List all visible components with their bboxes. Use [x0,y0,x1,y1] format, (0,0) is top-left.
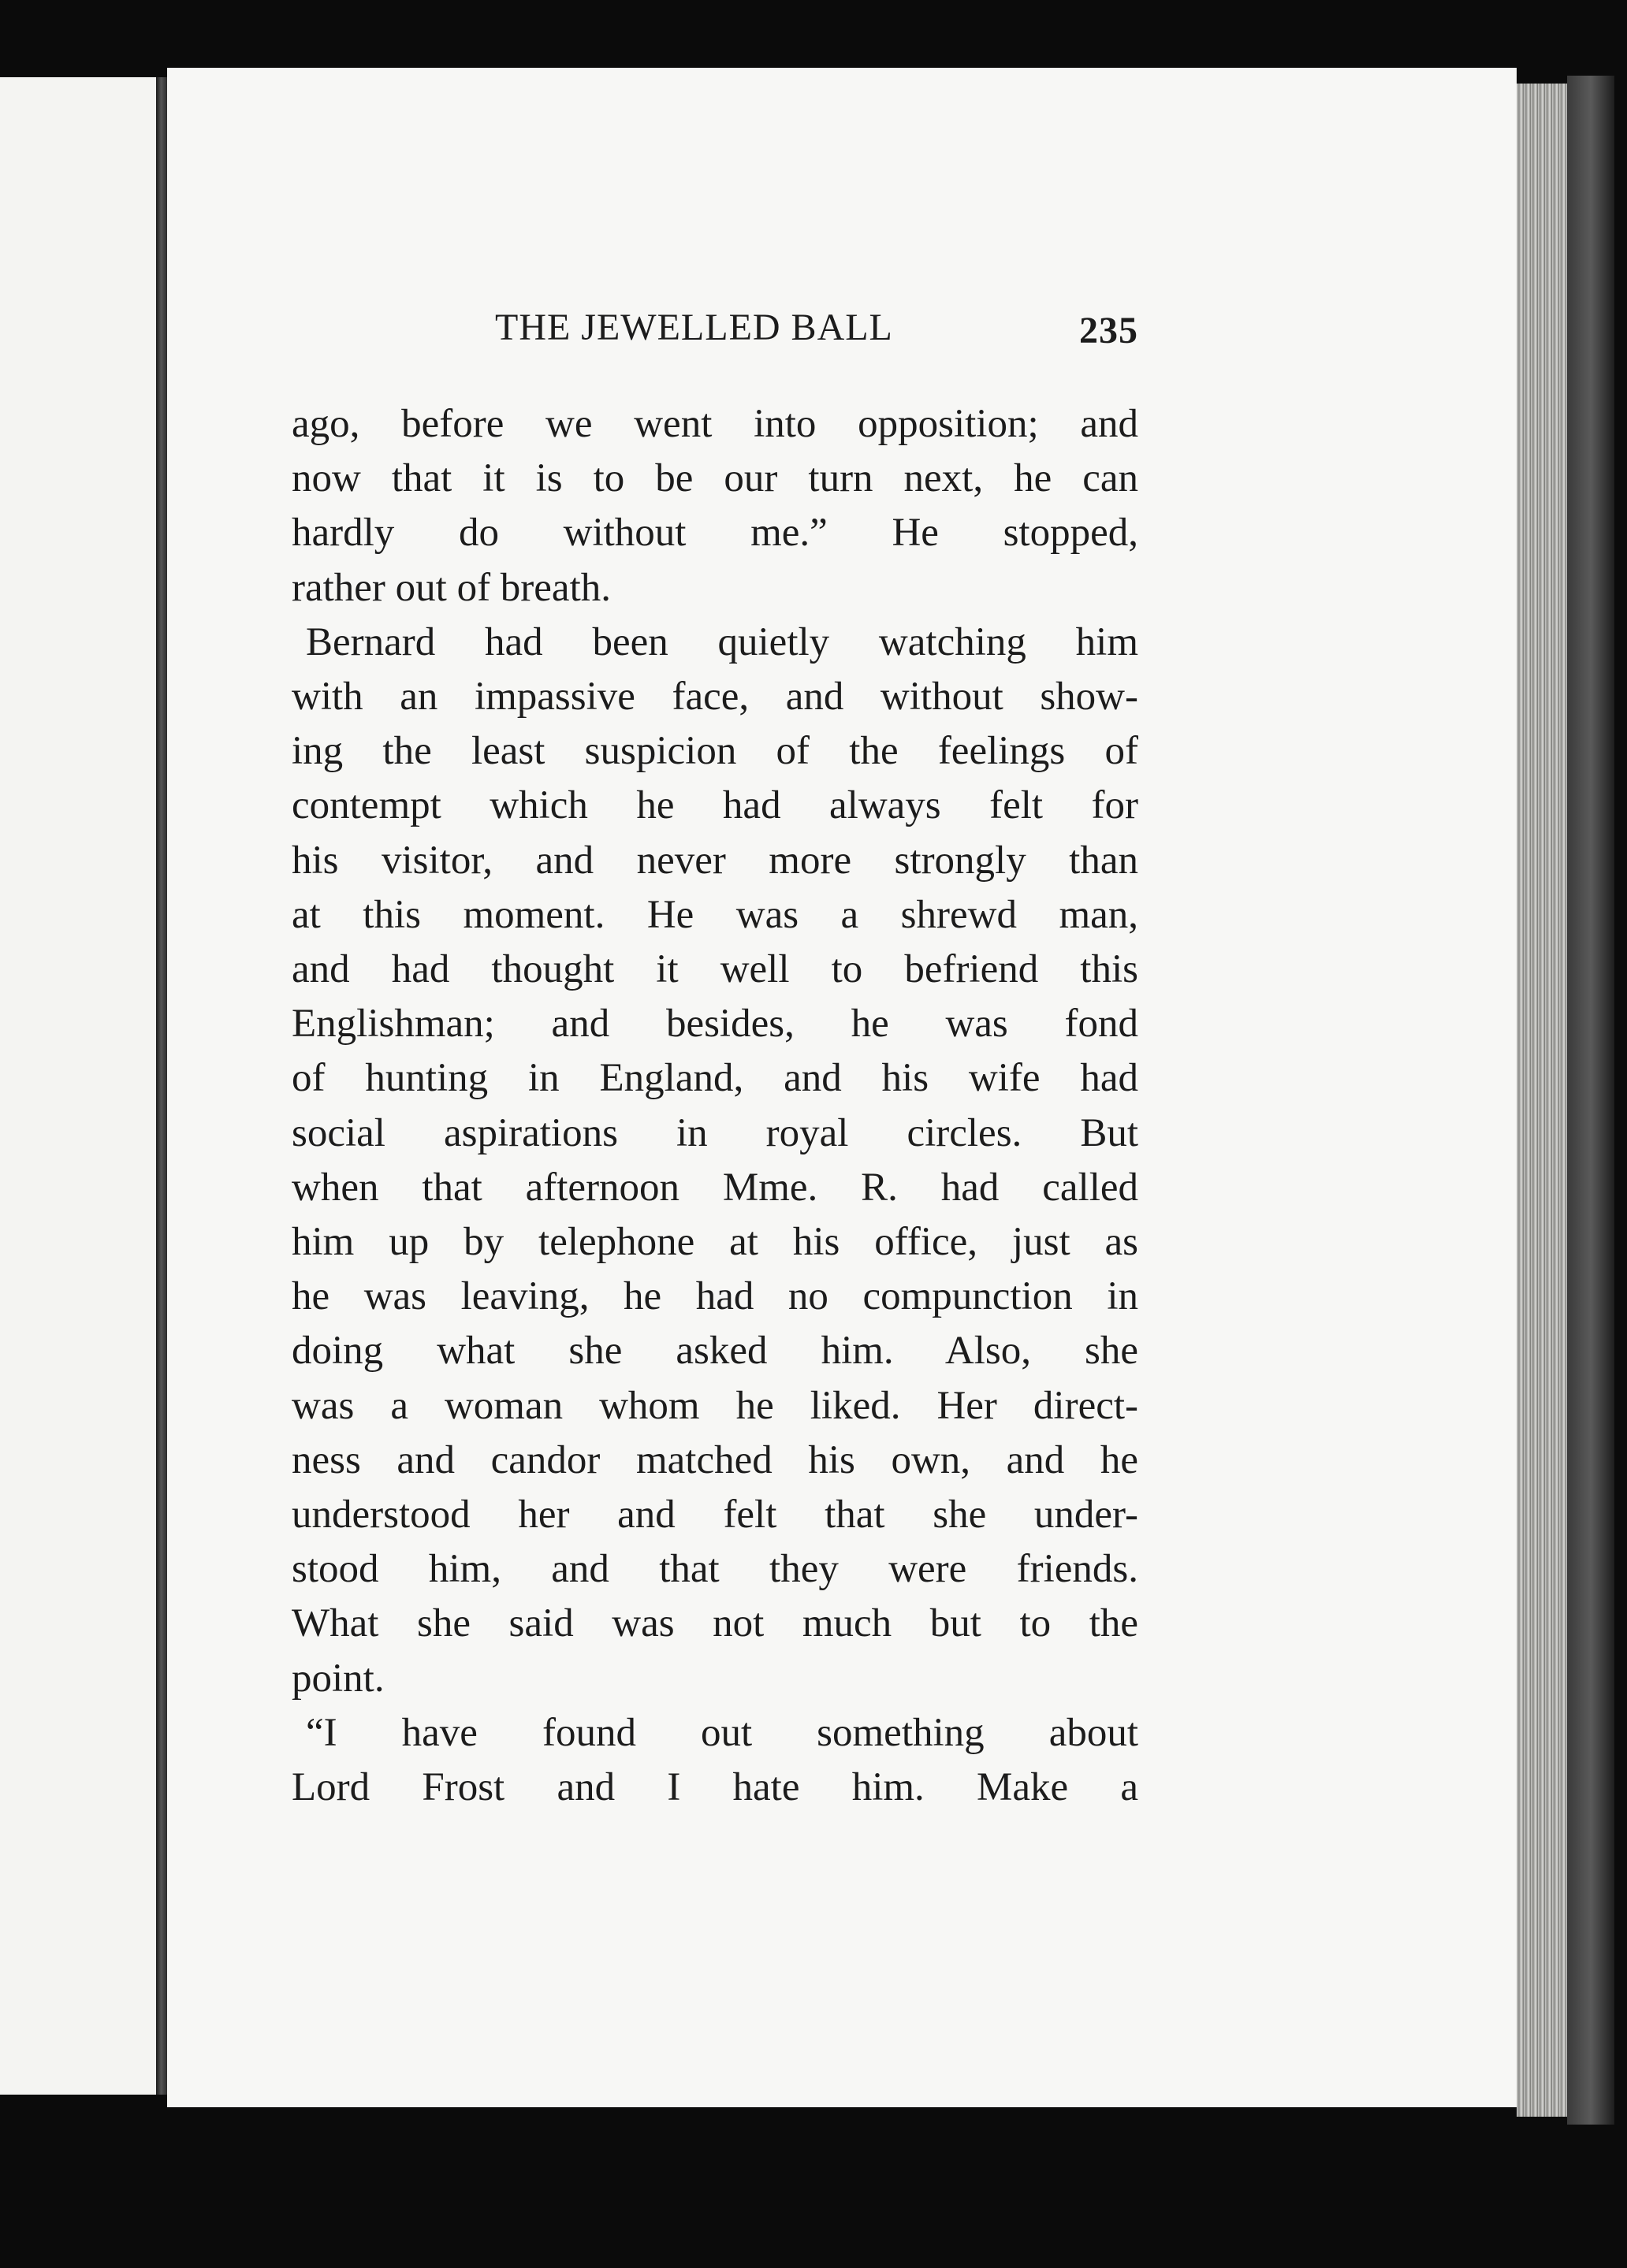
text-line: and had thought it well to befriend this [292,947,1138,992]
page-content [292,306,1138,1815]
running-head-title: THE JEWELLED BALL [495,307,893,348]
text-line: him up by telephone at his office, just as [292,1220,1138,1265]
text-line: What she said was not much but to the [292,1601,1138,1646]
paragraph-2 [292,615,1138,1706]
body-text [292,397,1138,1815]
text-line: his visitor, and never more strongly than [292,838,1138,883]
text-line: ness and candor matched his own, and he [292,1437,1138,1482]
text-line: ing the least suspicion of the feelings of [292,729,1138,774]
text-line: hardly do without me.” He stopped, [292,511,1138,556]
text-line: Lord Frost and I hate him. Make a [292,1765,1138,1810]
text-line: “I have found out something about [306,1710,1138,1755]
running-head [292,306,1138,369]
page-edge-stack [1517,84,1567,2117]
text-line: ago, before we went into opposition; and [292,402,1138,446]
text-line: social aspirations in royal circles. But [292,1110,1138,1155]
text-line: understood her and felt that she under- [292,1493,1138,1537]
paragraph-1 [292,397,1138,615]
page-number: 235 [1079,310,1138,351]
facing-page-edge [0,77,162,2095]
text-line: rather out of breath. [292,565,611,610]
book-binding [1567,76,1614,2125]
text-line: with an impassive face, and without show- [292,675,1138,719]
text-line: Englishman; and besides, he was fond [292,1002,1138,1047]
text-line: stood him, and that they were friends. [292,1547,1138,1592]
text-line: when that afternoon Mme. R. had called [292,1165,1138,1210]
text-line: Bernard had been quietly watching him [306,619,1138,664]
text-line: of hunting in England, and his wife had [292,1056,1138,1101]
text-line: he was leaving, he had no compunction in [292,1274,1138,1319]
text-line: was a woman whom he liked. Her direct- [292,1383,1138,1428]
paragraph-3 [292,1706,1138,1815]
text-line: now that it is to be our turn next, he can [292,456,1138,501]
text-line: at this moment. He was a shrewd man, [292,892,1138,937]
text-line: point. [292,1656,385,1701]
text-line: doing what she asked him. Also, she [292,1329,1138,1374]
text-line: contempt which he had always felt for [292,783,1138,828]
